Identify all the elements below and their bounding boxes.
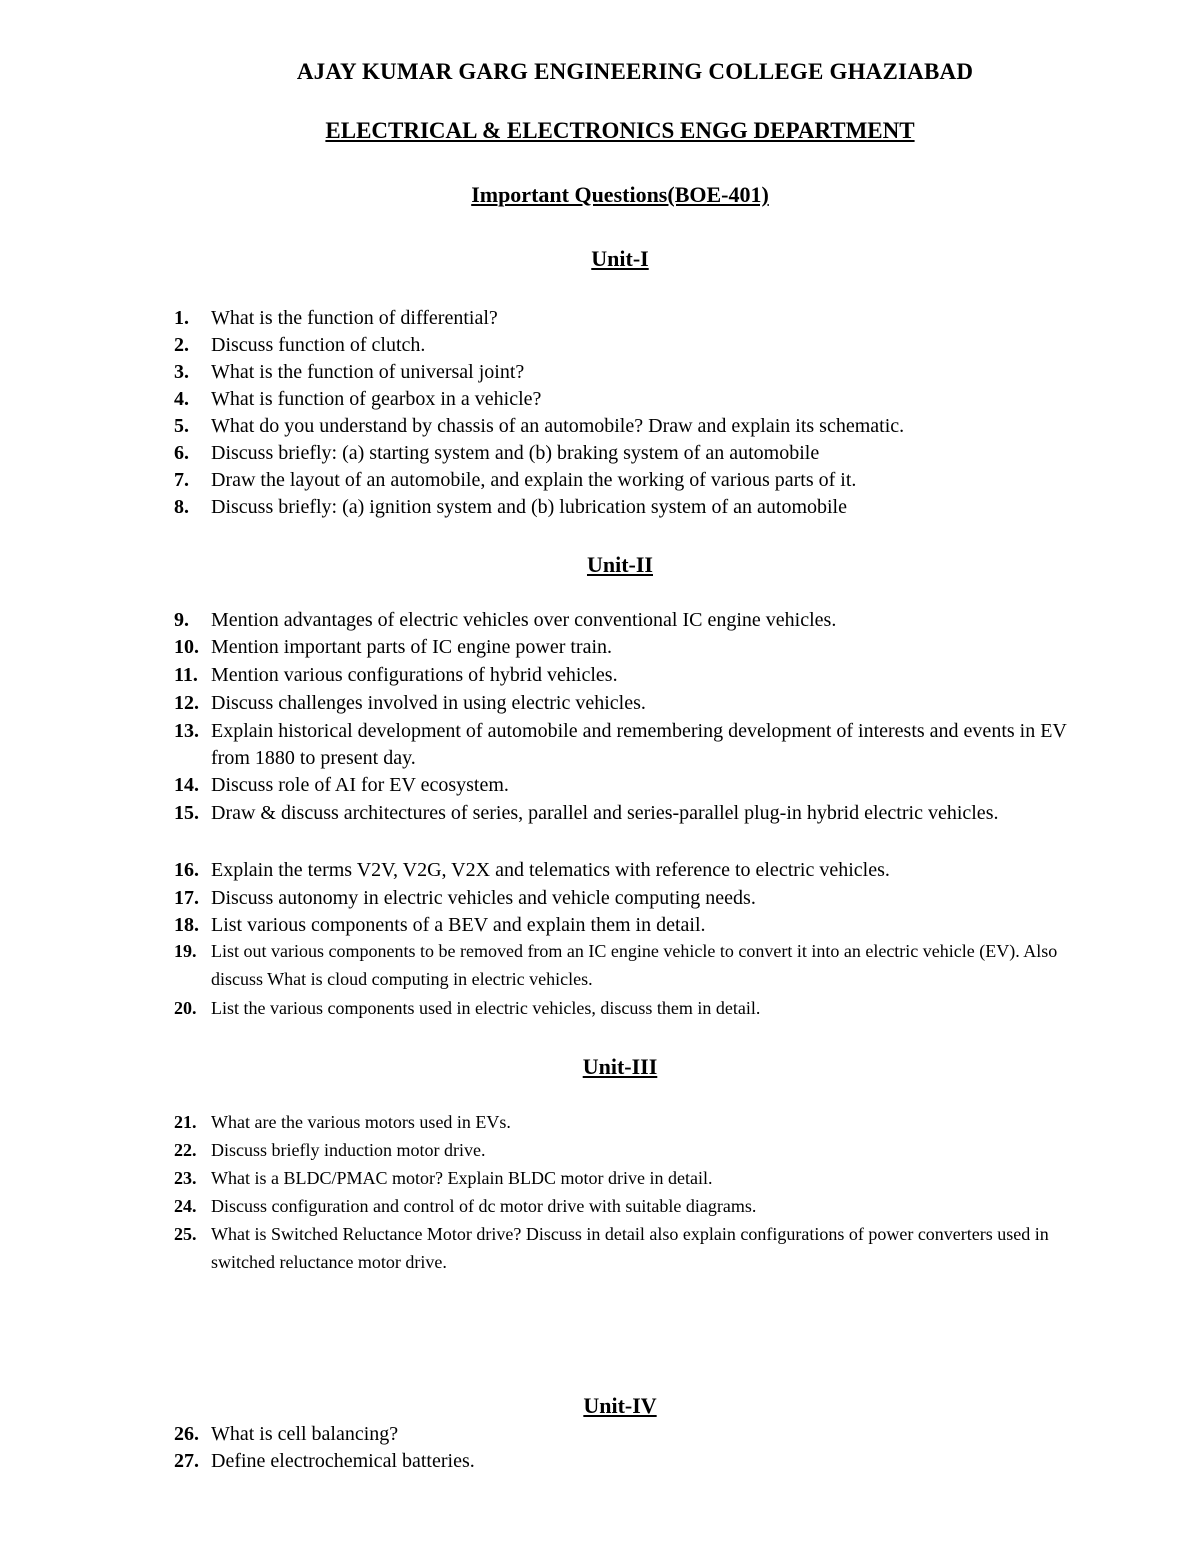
question-number: 22.: [174, 1140, 197, 1160]
unit-heading: Unit-IV: [583, 1393, 657, 1418]
question-number: 20.: [174, 998, 197, 1018]
question-number: 16.: [174, 859, 199, 881]
question-text: Discuss autonomy in electric vehicles and vehicle computing needs.: [211, 887, 756, 909]
question-number: 9.: [174, 609, 189, 631]
question-number: 18.: [174, 914, 199, 936]
question-text: Explain the terms V2V, V2G, V2X and telematics with reference to electric vehicles.: [211, 859, 890, 881]
question-text: List the various components used in electric vehicles, discuss them in detail.: [211, 998, 761, 1018]
question-text: Explain historical development of automobile and remembering development of interests and events in EV from 1880 to present day.: [211, 720, 1067, 769]
question-text: What is the function of differential?: [211, 307, 498, 329]
question-text: What is a BLDC/PMAC motor? Explain BLDC motor drive in detail.: [211, 1168, 713, 1188]
question-text: Draw & discuss architectures of series, parallel and series-parallel plug-in hybrid electric vehicles.: [211, 802, 999, 824]
question-number: 2.: [174, 334, 189, 356]
question-number: 27.: [174, 1450, 199, 1472]
question-text: What are the various motors used in EVs.: [211, 1112, 511, 1132]
question-number: 7.: [174, 469, 189, 491]
question-number: 3.: [174, 361, 189, 383]
unit-heading: Unit-II: [586, 552, 653, 577]
question-text: Discuss function of clutch.: [211, 334, 426, 356]
question-number: 1.: [174, 307, 189, 329]
unit-heading: Unit-I: [591, 246, 649, 271]
document-title: Important Questions(BOE-401): [471, 182, 769, 207]
question-text: Mention important parts of IC engine power train.: [211, 636, 613, 658]
question-text: What do you understand by chassis of an automobile? Draw and explain its schematic.: [211, 415, 905, 437]
question-text: What is Switched Reluctance Motor drive? Discuss in detail also explain configurations of power converters used in switched reluctance motor drive.: [211, 1224, 1049, 1272]
question-text: Mention advantages of electric vehicles over conventional IC engine vehicles.: [211, 609, 837, 631]
question-number: 8.: [174, 496, 189, 518]
question-text: Discuss role of AI for EV ecosystem.: [211, 774, 509, 796]
question-text: Discuss challenges involved in using electric vehicles.: [211, 692, 646, 714]
question-text: Discuss briefly induction motor drive.: [211, 1140, 486, 1160]
question-number: 25.: [174, 1224, 197, 1244]
question-number: 17.: [174, 887, 199, 909]
question-number: 24.: [174, 1196, 197, 1216]
question-text: Mention various configurations of hybrid vehicles.: [211, 664, 618, 686]
question-number: 5.: [174, 415, 189, 437]
question-text: Discuss briefly: (a) ignition system and (b) lubrication system of an automobile: [211, 496, 847, 518]
question-number: 6.: [174, 442, 189, 464]
question-text: What is the function of universal joint?: [211, 361, 525, 383]
question-number: 13.: [174, 720, 199, 742]
question-text: List out various components to be removed from an IC engine vehicle to convert it into an electric vehicle (EV). Also discuss What is cloud computing in electric vehicles.: [211, 941, 1058, 989]
question-number: 21.: [174, 1112, 197, 1132]
question-text: What is function of gearbox in a vehicle?: [211, 388, 542, 410]
question-number: 23.: [174, 1168, 197, 1188]
question-number: 4.: [174, 388, 189, 410]
question-number: 19.: [174, 941, 197, 961]
question-text: Discuss configuration and control of dc motor drive with suitable diagrams.: [211, 1196, 757, 1216]
question-text: Define electrochemical batteries.: [211, 1450, 475, 1472]
college-title: AJAY KUMAR GARG ENGINEERING COLLEGE GHAZIABAD: [296, 59, 974, 84]
question-number: 14.: [174, 774, 199, 796]
department-title: ELECTRICAL & ELECTRONICS ENGG DEPARTMENT: [325, 118, 915, 143]
unit-heading: Unit-III: [582, 1054, 658, 1079]
question-text: What is cell balancing?: [211, 1423, 399, 1445]
question-number: 26.: [174, 1423, 199, 1445]
question-text: Draw the layout of an automobile, and explain the working of various parts of it.: [211, 469, 857, 491]
question-number: 15.: [174, 802, 199, 824]
question-number: 10.: [174, 636, 199, 658]
question-number: 11.: [174, 664, 198, 686]
question-text: Discuss briefly: (a) starting system and (b) braking system of an automobile: [211, 442, 820, 464]
question-number: 12.: [174, 692, 199, 714]
question-text: List various components of a BEV and explain them in detail.: [211, 914, 706, 936]
